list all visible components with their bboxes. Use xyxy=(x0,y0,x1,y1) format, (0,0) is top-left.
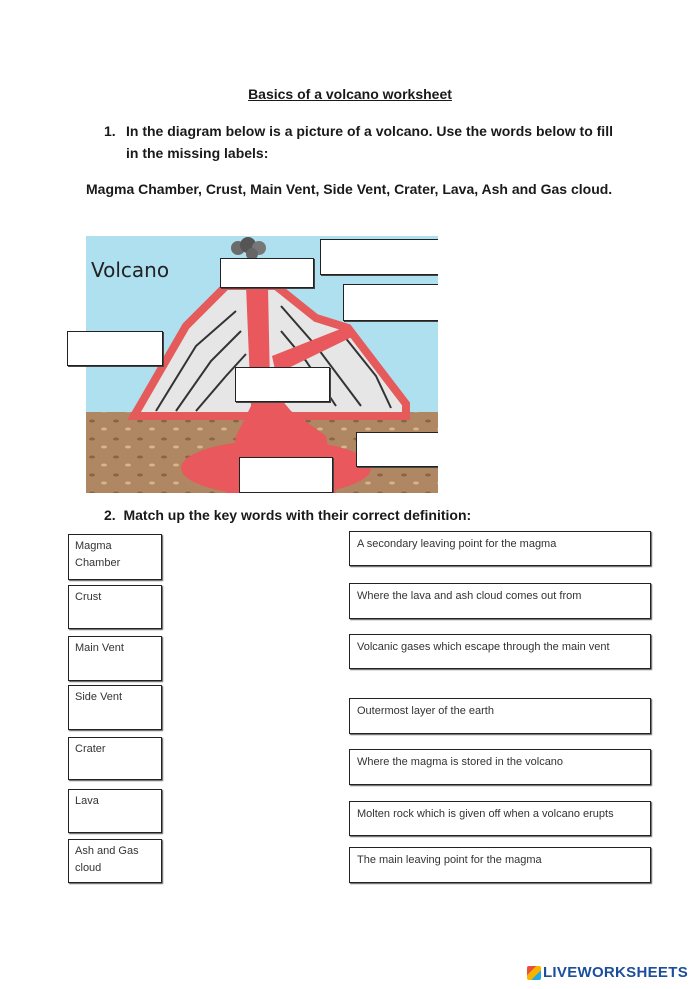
page-title: Basics of a volcano worksheet xyxy=(248,86,452,102)
question-1-text: In the diagram below is a picture of a volcano. Use the words below to fill in the missing labels: xyxy=(126,123,613,161)
definition-box[interactable]: Volcanic gases which escape through the main vent xyxy=(349,634,651,669)
word-bank: Magma Chamber, Crust, Main Vent, Side Vent, Crater, Lava, Ash and Gas cloud. xyxy=(86,181,613,197)
question-2 xyxy=(104,507,471,523)
term-box[interactable]: Crust xyxy=(68,585,162,629)
label-blank-5[interactable] xyxy=(235,367,330,402)
definition-box[interactable]: Where the magma is stored in the volcano xyxy=(349,749,651,785)
question-1-number: 1. xyxy=(104,123,116,139)
term-box[interactable]: Lava xyxy=(68,789,162,833)
definition-box[interactable]: Molten rock which is given off when a volcano erupts xyxy=(349,801,651,836)
term-box[interactable]: Magma Chamber xyxy=(68,534,162,580)
definition-box[interactable]: Where the lava and ash cloud comes out from xyxy=(349,583,651,619)
brand-name: LIVEWORKSHEETS xyxy=(542,964,688,981)
label-blank-3[interactable] xyxy=(343,284,438,321)
label-blank-6[interactable] xyxy=(356,432,438,467)
definition-box[interactable]: A secondary leaving point for the magma xyxy=(349,531,651,566)
term-box[interactable]: Crater xyxy=(68,737,162,780)
liveworksheets-logo-icon xyxy=(527,966,541,980)
question-2-number: 2. xyxy=(104,507,116,523)
diagram-heading: Volcano xyxy=(91,258,170,282)
label-blank-7[interactable] xyxy=(239,457,333,493)
term-box[interactable]: Ash and Gas cloud xyxy=(68,839,162,883)
label-blank-2[interactable] xyxy=(320,239,438,275)
label-blank-1[interactable] xyxy=(220,258,314,288)
question-1 xyxy=(104,120,624,164)
definition-box[interactable]: Outermost layer of the earth xyxy=(349,698,651,734)
liveworksheets-logo xyxy=(527,964,688,981)
term-box[interactable]: Side Vent xyxy=(68,685,162,730)
question-2-text: Match up the key words with their correct definition: xyxy=(123,507,472,523)
label-blank-4[interactable] xyxy=(67,331,163,366)
definition-box[interactable]: The main leaving point for the magma xyxy=(349,847,651,883)
term-box[interactable]: Main Vent xyxy=(68,636,162,681)
